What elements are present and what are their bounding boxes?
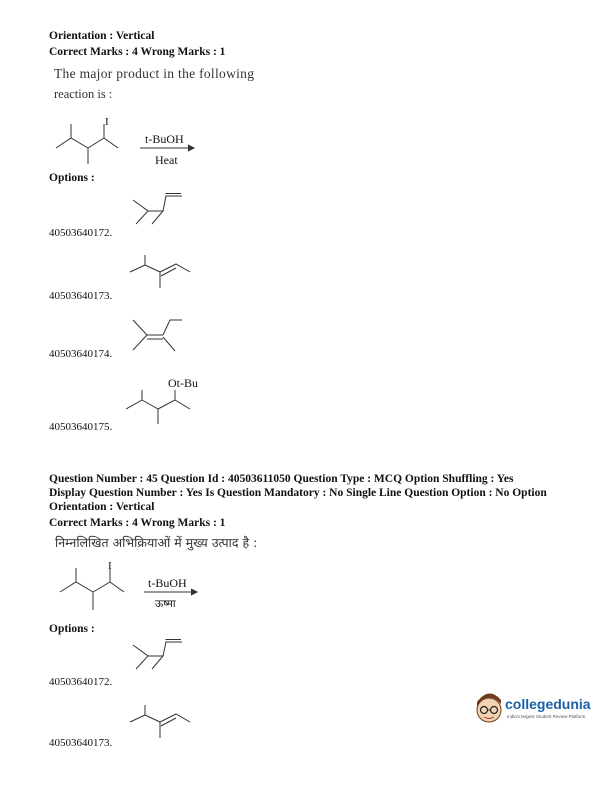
brand-text: collegedunia (505, 696, 591, 712)
question-text-hindi: निम्नलिखित अभिक्रियाओं में मुख्य उत्पाद है : (55, 535, 258, 550)
options-label: Options : (49, 172, 95, 184)
option-id-174: 40503640174. (49, 348, 113, 360)
marks-text: Correct Marks : 4 Wrong Marks : 1 (49, 46, 226, 58)
mascot-icon (474, 692, 508, 726)
option-id-172-b: 40503640172. (49, 676, 113, 688)
reagent-text: t-BuOH (145, 132, 184, 146)
reagent-text-2: t-BuOH (148, 576, 187, 590)
orientation-text: Orientation : Vertical (49, 30, 155, 42)
condition-text-2: ऊष्मा (155, 598, 176, 610)
question-meta-line2: Display Question Number : Yes Is Question Mandatory : No Single Line Question Option : No Option (49, 487, 547, 499)
option-id-173-b: 40503640173. (49, 737, 113, 749)
option-id-173: 40503640173. (49, 290, 113, 302)
options-label-2: Options : (49, 623, 95, 635)
question-text-line2: reaction is : (54, 87, 113, 101)
condition-text: Heat (155, 153, 178, 167)
collegedunia-logo (474, 692, 604, 726)
question-meta-line1: Question Number : 45 Question Id : 40503611050 Question Type : MCQ Option Shuffling : Yes (49, 473, 514, 485)
brand-tagline: India's largest Student Review Platform (507, 714, 586, 719)
option-id-172: 40503640172. (49, 227, 113, 239)
option-175-label: Ot-Bu (168, 376, 198, 390)
option-id-175: 40503640175. (49, 421, 113, 433)
orientation-text-2: Orientation : Vertical (49, 501, 155, 513)
iodo-label: I (105, 116, 109, 128)
iodo-label-2: I (108, 560, 112, 572)
question-text-line1: The major product in the following (54, 66, 255, 81)
marks-text-2: Correct Marks : 4 Wrong Marks : 1 (49, 517, 226, 529)
